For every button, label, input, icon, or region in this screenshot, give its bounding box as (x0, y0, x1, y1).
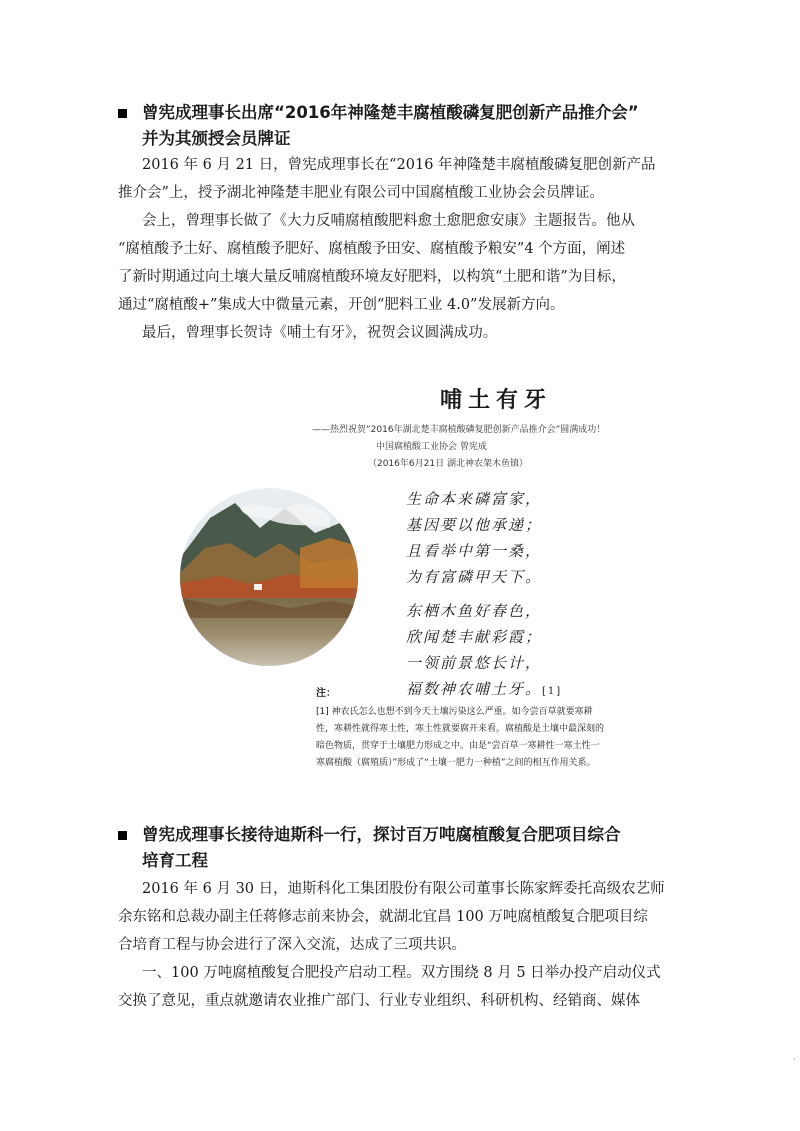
poem-line: 且看举中第一桑， (406, 542, 543, 560)
poem-line (406, 678, 562, 699)
note-label: 注： (316, 688, 336, 699)
heading-line-2: 并为其颁授会员牌证 (142, 129, 291, 148)
bullet-square-icon (118, 109, 127, 118)
poem-figure (170, 378, 630, 770)
bullet-square-icon (118, 831, 127, 840)
heading-line-1: 曾宪成理事长出席“2016年神隆楚丰腐植酸磷复肥创新产品推介会” (142, 103, 639, 122)
poem-line: 一领前景悠长计， (406, 654, 543, 672)
paragraph-line: “腐植酸予土好、腐植酸予肥好、腐植酸予田安、腐植酸予粮安”4 个方面，阐述 (118, 241, 626, 257)
poem-subtitle-3: （2016年6月21日 湖北神农架木鱼镇） (368, 459, 528, 469)
poem-line: 基因要以他承递； (406, 516, 543, 534)
poem-line: 为有富磷甲天下。 (406, 568, 543, 586)
paragraph-line: 了新时期通过向土壤大量反哺腐植酸环境友好肥料，以构筑“土肥和谐”为目标， (118, 269, 626, 285)
note-line: 暗色物质，贯穿于土壤肥力形成之中。由是“尝百草一寒耕性一寒土性一 (316, 741, 600, 751)
poem-last-line: 福数神农哺土牙。 (406, 680, 543, 698)
paragraph-line: 2016 年 6 月 21 日，曾宪成理事长在“2016 年神隆楚丰腐植酸磷复肥创新产品 (142, 157, 656, 173)
paragraph-line: 合培育工程与协会进行了深入交流，达成了三项共识。 (118, 937, 466, 953)
heading-line-1: 曾宪成理事长接待迪斯科一行，探讨百万吨腐植酸复合肥项目综合 (142, 825, 621, 844)
poem-subtitle-2: 中国腐植酸工业协会 曾宪成 (376, 442, 487, 452)
page-corner-mark: · (793, 1055, 796, 1064)
paragraph-line: 一、100 万吨腐植酸复合肥投产启动工程。双方围绕 8 月 5 日举办投产启动仪式 (142, 965, 661, 981)
paragraph-line: 余东铭和总裁办副主任蒋修志前来协会，就湖北宜昌 100 万吨腐植酸复合肥项目综 (118, 909, 648, 925)
section-heading-2 (118, 822, 718, 874)
poem-footnote-ref: [1] (542, 686, 563, 697)
paragraph-line: 通过“腐植酸+”集成大中微量元素，开创“肥料工业 4.0”发展新方向。 (118, 297, 565, 313)
note-line: 寒腐植酸（腐殖质）”形成了“土壤一肥力一种植”之间的相互作用关系。 (316, 758, 596, 768)
poem-subtitle-1: ——热烈祝贺“2016年湖北楚丰腐植酸磷复肥创新产品推介会”圆满成功！ (312, 425, 606, 435)
heading-line-2: 培育工程 (142, 851, 208, 870)
landscape-photo (180, 488, 358, 666)
note-line: [1] 神农氏怎么也想不到今天土壤污染这么严重。如今尝百草就要寒耕 (316, 707, 593, 717)
poem-line: 东栖木鱼好春色， (406, 602, 543, 620)
poem-line: 欣闻楚丰献彩霞； (406, 628, 543, 646)
note-line: 性，寒耕性就得寒土性，寒土性就要腐开来看。腐植酸是土壤中最深刻的 (316, 724, 605, 734)
paragraph-line: 交换了意见，重点就邀请农业推广部门、行业专业组织、科研机构、经销商、媒体 (118, 993, 640, 1009)
mountain-lake-image (180, 488, 358, 666)
poem-line: 生命本来磷富家， (406, 490, 543, 508)
section-heading-1 (118, 100, 718, 152)
paragraph-line: 推介会”上，授予湖北神隆楚丰肥业有限公司中国腐植酸工业协会会员牌证。 (118, 185, 604, 201)
paragraph-line: 2016 年 6 月 30 日，迪斯科化工集团股份有限公司董事长陈家辉委托高级农艺师 (142, 881, 665, 897)
paragraph-line: 最后，曾理事长贺诗《哺土有牙》，祝贺会议圆满成功。 (142, 325, 498, 341)
poem-title: 哺土有牙 (440, 387, 553, 413)
paragraph-line: 会上，曾理事长做了《大力反哺腐植酸肥料愈土愈肥愈安康》主题报告。他从 (142, 213, 635, 229)
